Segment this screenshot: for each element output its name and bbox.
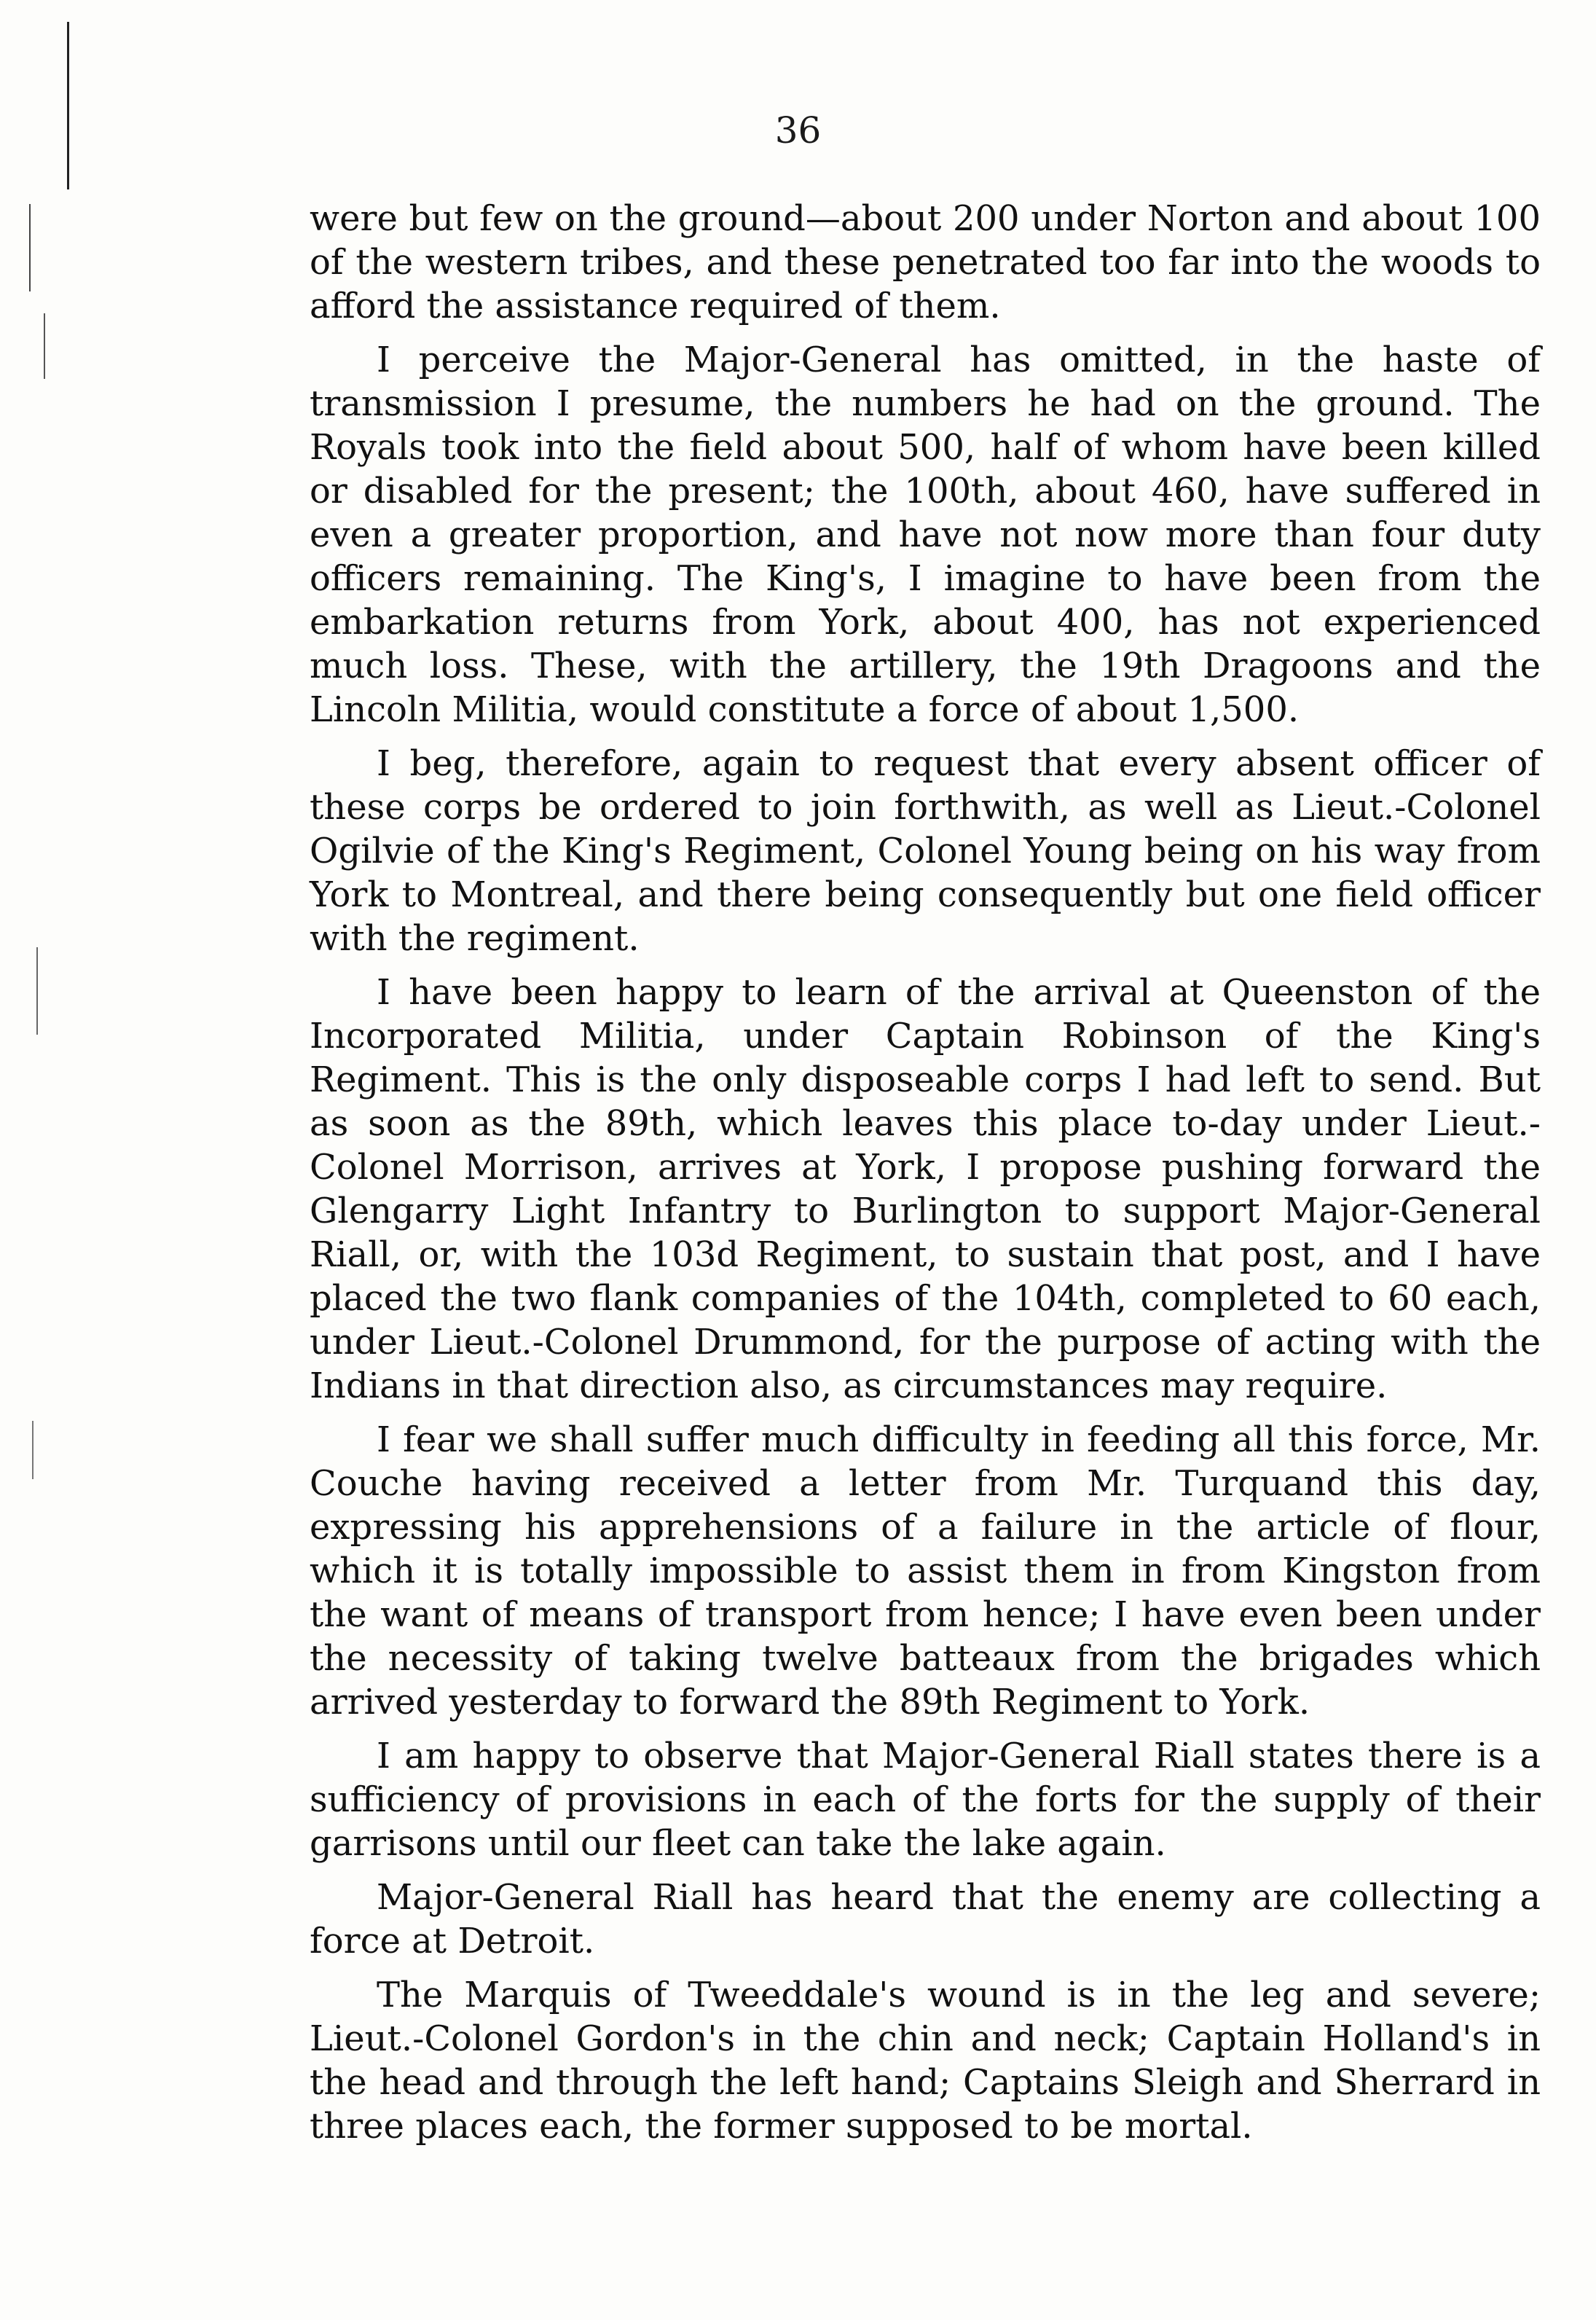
paragraph: The Marquis of Tweeddale's wound is in the leg and severe; Lieut.-Colonel Gordon's in the chin and neck; Captain Holland's in the head and through the left hand; Captains Sleigh and Sherrard in three places each, the former supposed to be mortal. [310, 1975, 1541, 2147]
paragraph: I beg, therefore, again to request that every absent officer of these corps be ordered to join forthwith, as well as Lieut.-Colonel Ogilvie of the King's Regiment, Colonel Young being on his way from York to Montreal, and there being consequently but one field officer with the regiment. [310, 743, 1541, 959]
scan-binding-edge [44, 313, 45, 379]
paragraph: I fear we shall suffer much difficulty in feeding all this force, Mr. Couche having received a letter from Mr. Turquand this day, expressing his apprehensions of a failure in the article of flour, which it is totally impossible to assist them in from Kingston from the want of means of transport from hence; I have even been under the necessity of taking twelve batteaux from the brigades which arrived yesterday to forward the 89th Regiment to York. [310, 1419, 1541, 1723]
scan-binding-edge [36, 947, 38, 1035]
paragraph: I perceive the Major-General has omitted, in the haste of transmission I presume, the numbers he had on the ground. The Royals took into the field about 500, half of whom have been killed or disabled for the present; the 100th, about 460, have suffered in even a greater proportion, and have not now more than four duty officers remaining. The King's, I imagine to have been from the embarkation returns from York, about 400, has not experienced much loss. These, with the artillery, the 19th Dragoons and the Lincoln Militia, would constitute a force of about 1,500. [310, 340, 1541, 730]
paragraph: I am happy to observe that Major-General Riall states there is a sufficiency of provisions in each of the forts for the supply of their garrisons until our fleet can take the lake again. [310, 1736, 1541, 1864]
scan-binding-edge [29, 204, 31, 291]
body-text [310, 197, 1541, 2158]
page-number: 36 [774, 109, 822, 152]
paragraph: Major-General Riall has heard that the enemy are collecting a force at Detroit. [310, 1877, 1541, 1962]
paragraph: I have been happy to learn of the arrival at Queenston of the Incorporated Militia, under Captain Robinson of the King's Regiment. This is the only disposeable corps I had left to send. But as soon as the 89th, which leaves this place to-day under Lieut.-Colonel Morrison, arrives at York, I propose pushing forward the Glengarry Light Infantry to Burlington to support Major-General Riall, or, with the 103d Regiment, to sustain that post, and I have placed the two flank companies of the 104th, completed to 60 each, under Lieut.-Colonel Drummond, for the purpose of acting with the Indians in that direction also, as circumstances may require. [310, 972, 1541, 1406]
scan-binding-edge [67, 22, 69, 189]
paragraph: were but few on the ground—about 200 under Norton and about 100 of the western tribes, and these penetrated too far into the woods to afford the assistance required of them. [310, 198, 1541, 326]
scan-binding-edge [32, 1421, 34, 1479]
